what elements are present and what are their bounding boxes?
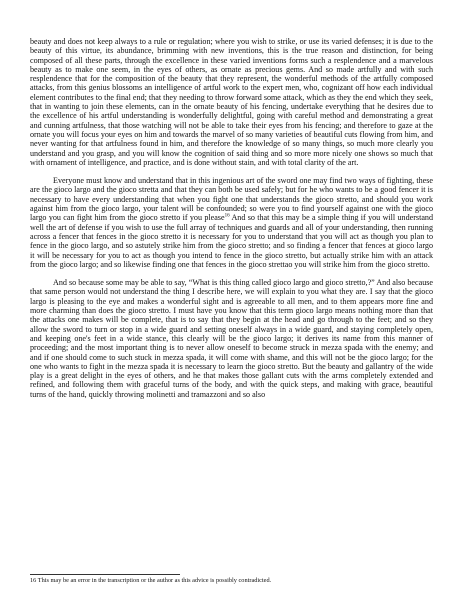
footnote-divider [30,574,180,575]
paragraph-2-part-a: Everyone must know and understand that in this ingenious art of the sword one may find two ways of fighting, these are the gioco largo and the gioco stretta and that they can both be used safely; but for he who wants to be a good fencer it is necessary to have every understanding that when you fight one that understands the gioco stretto, and should you work against him from the gioco largo, your talent will be confounded; so were you to find yourself against one with the gioco largo you can fight him from the gioco stretto if you please [30,176,433,223]
footnote-reference[interactable]: 16 [224,213,230,219]
footnote-text: 16 This may be an error in the transcription or the author as this advice is possibly contradicted. [30,577,272,584]
paragraph-2-part-b: And so that this may be a simple thing if you will understand well the art of defense if you wish to use the full array of techniques and guards and all of your understanding, then running across a fencer that fences in the gioco stretto it is necessary for you to understand that you will act as though you plan to fence in the gioco largo, and so astutely strike him from the gioco stretto; and so finding a fencer that fences at gioco largo it will be necessary for you to act as though you intend to fence in the gioco stretto, but actually strike him with an attack from the gioco largo; and so likewise finding one that fences in the gioco strettao you will strike him from the gioco stretto. [30,213,434,269]
body-paragraph-2 [30,176,433,269]
body-paragraph-1: beauty and does not keep always to a rule or regulation; where you wish to strike, or use its varied defenses; it is due to the beauty of this virtue, its abundance, brimming with new inventions, this is the true reason and distinction, for being composed of all these parts, through the excellence in these varied inventions forms such a resplendence and a marvelous beauty as to make one seem, in the eyes of others, as ornate as precious gems. And so made artfully and with such resplendence that for the composition of the beauty that they represent, the wonderful methods of the artfully composed attacks, from this genius blossoms an intelligence of artful work to the expert men, who, cognizant off how each individual element contributes to the final end; that they needing to throw forward some attack, which as they the end which they seek, that in wanting to join these elements, can in the ornate beauty of his fencing, undertake everything that he desires due to the excellence of his artful understanding is wonderfully delightful, going with careful method and demonstrating a great and cunning artfulness, that those watching will not be able to take their eyes from his fencing; and therefore to gaze at the ornate you will focus your eyes on him and towards the marvel of so many varieties of beautiful cuts flowing from him, and never wanting for that artfulness found in him, and therefore the knowledge of so many things, so much more clearly you understand and you grasp, and you will know the cognition of said thing and so more more nicely one shows so much that with ornament of intelligence, and practice, and is done without stain, and with total clarity of the art. [30,37,433,167]
body-paragraph-3: And so because some may be able to say, “What is this thing called gioco largo and gioco stretto,?” And also because that same person would not understand the thing I describe here, we will explain to you what they are. I say that the gioco largo is pleasing to the eye and makes a wonderful sight and is agreeable to all men, and to them appears more fine and more charming than does the gioco stretto. I must have you know that this term gioco largo means nothing more than that the attacks one makes will be complete, that is to say that they begin at the head and go through to the feet; and so they allow the sword to turn or stop in a wide guard and setting oneself always in a wide guard, and staying completely open, and keeping one's feet in a wide stance, this clearly will be the gioco largo; it derives its name from this manner of proceeding; and the most important thing is to never allow oneself to become struck in mezza spada with the enemy; and and if one should come to such stuck in mezza spada, it will come with shame, and this will not be the gioco largo; for the one who wants to fight in the mezza spada it is necessary to learn the gioco stretto. But the beauty and gallantry of the wide play is a great delight in the eyes of others, and he that makes those gallant cuts with the arms completely extended and refined, and following them with graceful turns of the body, and with the quick steps, and making with grace, beautiful turns of the hand, quickly throwing molinetti and tramazzoni and so also [30,278,433,399]
